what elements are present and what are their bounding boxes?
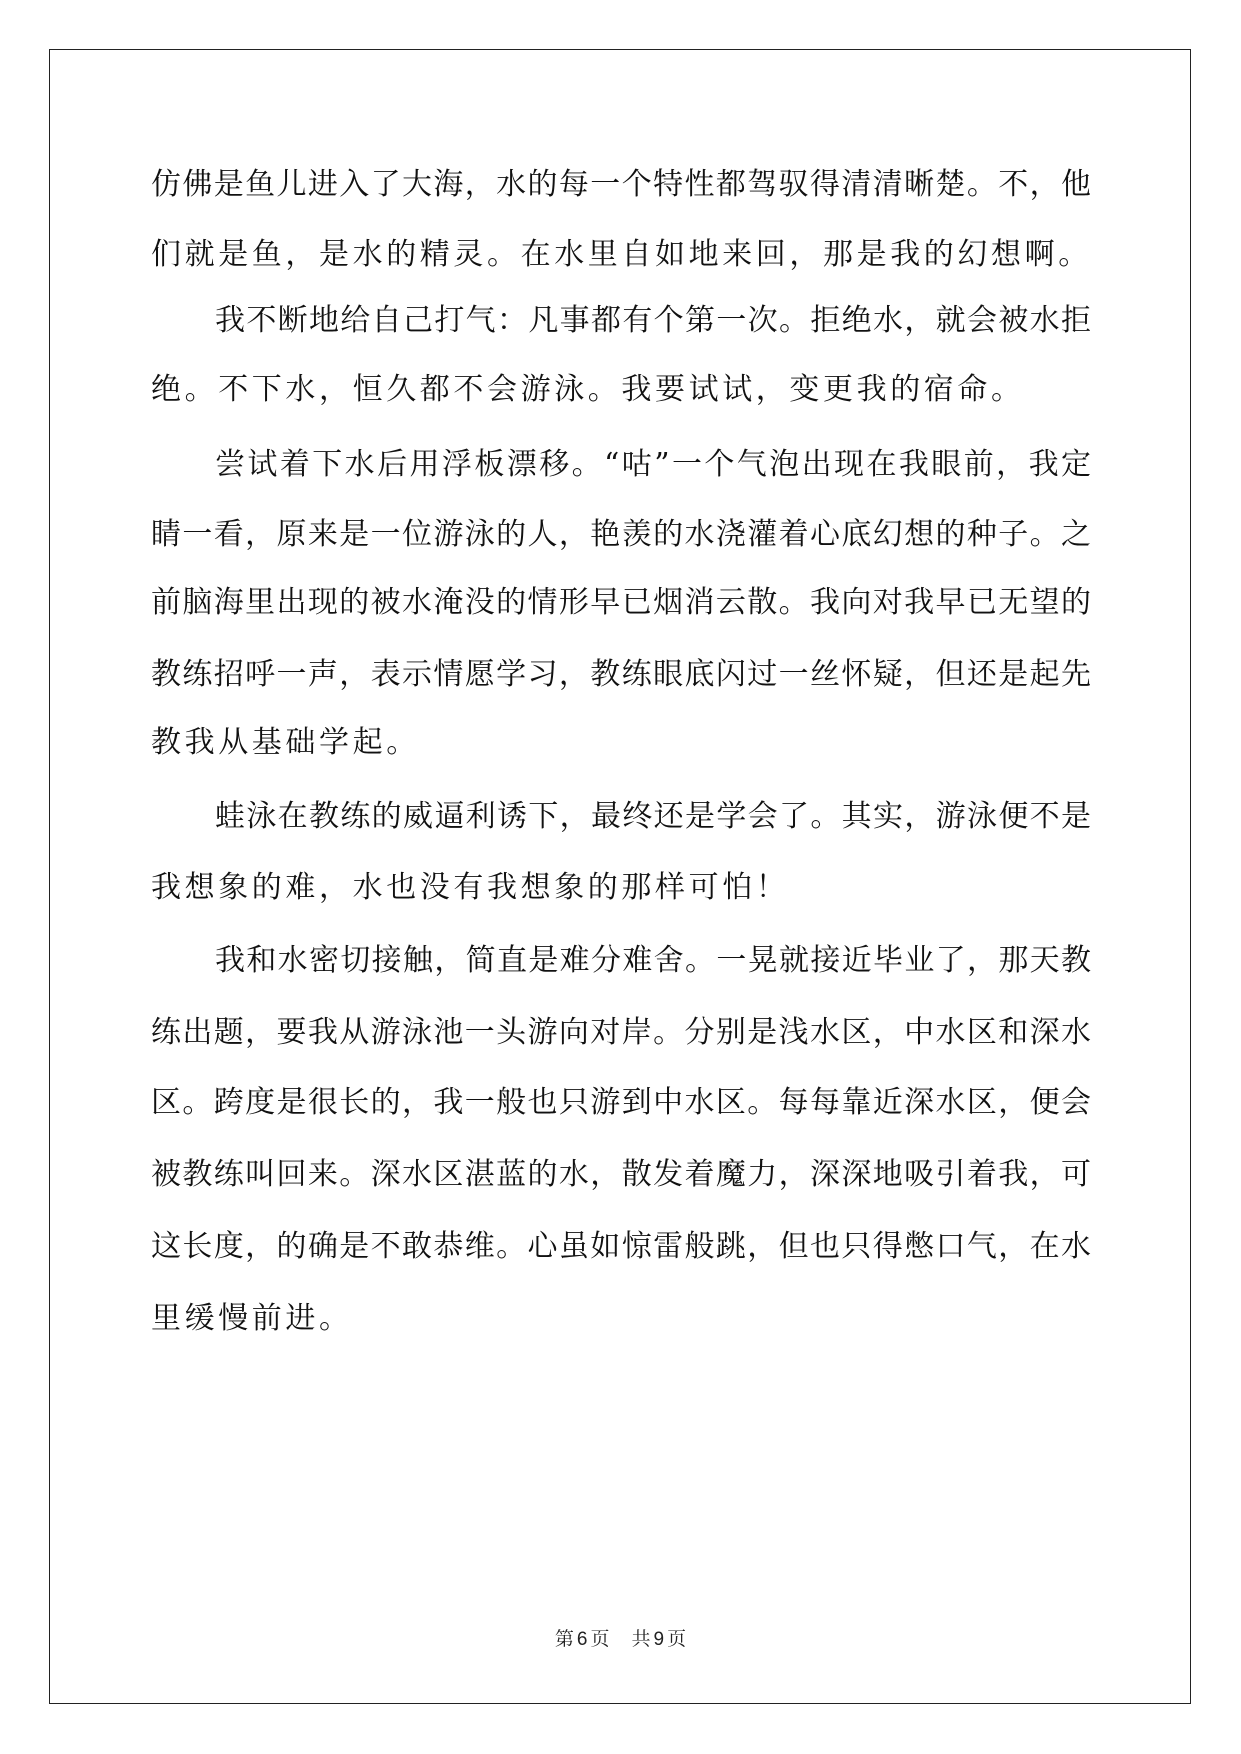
text-line: 练出题，要我从游泳池一头游向对岸。分别是浅水区，中水区和深水 [151, 1015, 1091, 1050]
text-line: 教我从基础学起。 [151, 725, 420, 760]
total-page-count: 9 [653, 1629, 665, 1650]
text-line: 区。跨度是很长的，我一般也只游到中水区。每每靠近深水区，便会 [151, 1085, 1091, 1120]
text-line: 绝。不下水，恒久都不会游泳。我要试试，变更我的宿命。 [151, 372, 1025, 407]
text-line: 里缓慢前进。 [151, 1301, 353, 1336]
page-footer [0, 1627, 1241, 1652]
page-label-prefix: 第 [554, 1628, 574, 1650]
text-line: 睛一看，原来是一位游泳的人，艳羡的水浇灌着心底幻想的种子。之 [151, 517, 1091, 552]
text-line: 这长度，的确是不敢恭维。心虽如惊雷般跳，但也只得憋口气，在水 [151, 1229, 1091, 1264]
page-label-suffix: 页 [590, 1628, 610, 1650]
current-page-number: 6 [576, 1629, 588, 1650]
text-line: 们就是鱼，是水的精灵。在水里自如地来回，那是我的幻想啊。 [151, 237, 1092, 272]
paragraph-first-line: 我不断地给自己打气：凡事都有个第一次。拒绝水，就会被水拒 [215, 303, 1091, 338]
text-line: 教练招呼一声，表示情愿学习，教练眼底闪过一丝怀疑，但还是起先 [151, 657, 1091, 692]
total-label-suffix: 页 [667, 1628, 687, 1650]
total-label-prefix: 共 [631, 1628, 651, 1650]
text-line: 被教练叫回来。深水区湛蓝的水，散发着魔力，深深地吸引着我，可 [151, 1157, 1091, 1192]
text-line: 我想象的难，水也没有我想象的那样可怕！ [151, 870, 790, 905]
paragraph-first-line: 我和水密切接触，简直是难分难舍。一晃就接近毕业了，那天教 [215, 943, 1091, 978]
paragraph-first-line: 尝试着下水后用浮板漂移。“咕”一个气泡出现在我眼前，我定 [215, 447, 1091, 482]
text-line: 仿佛是鱼儿进入了大海，水的每一个特性都驾驭得清清晰楚。不，他 [151, 167, 1091, 202]
text-line: 前脑海里出现的被水淹没的情形早已烟消云散。我向对我早已无望的 [151, 585, 1091, 620]
paragraph-first-line: 蛙泳在教练的威逼利诱下，最终还是学会了。其实，游泳便不是 [215, 799, 1091, 834]
